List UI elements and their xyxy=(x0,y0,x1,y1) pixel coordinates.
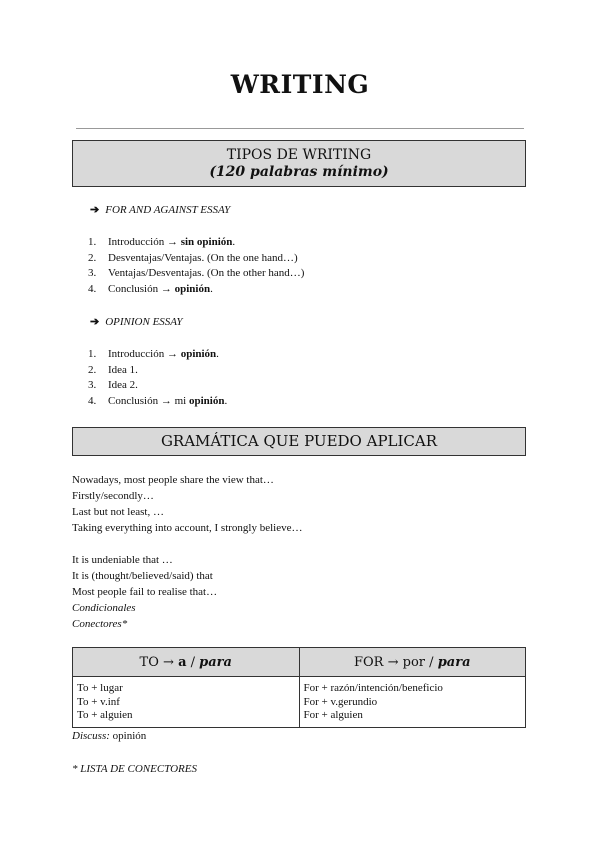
section-header-tipos xyxy=(72,140,526,187)
table-cell-for: For + razón/intención/beneficio For + v.gerundio For + alguien xyxy=(299,677,526,728)
document-title: WRITING xyxy=(230,70,370,99)
phrase-line: It is undeniable that … xyxy=(72,554,173,566)
list-item: 4. Conclusión → mi opinión. xyxy=(88,394,228,407)
section-header-gramatica: GRAMÁTICA QUE PUEDO APLICAR xyxy=(72,427,526,456)
essay-type-label: FOR AND AGAINST ESSAY xyxy=(105,204,231,216)
phrase-line: Most people fail to realise that… xyxy=(72,586,218,598)
discuss-line: Discuss: opinión xyxy=(72,730,147,742)
phrase-line: Firstly/secondly… xyxy=(72,490,154,502)
essay-structure-list xyxy=(88,235,304,297)
arrow-right-icon: ➔ xyxy=(90,316,100,328)
essay-structure-list xyxy=(88,347,227,409)
list-item: 3. Idea 2. xyxy=(88,379,138,391)
section-heading: TIPOS DE WRITING xyxy=(226,147,372,163)
title-divider xyxy=(76,128,524,129)
essay-type-opinion xyxy=(90,315,183,329)
essay-type-for-against xyxy=(90,203,230,217)
section-subheading: (120 palabras mínimo) xyxy=(209,164,389,180)
list-item: 2. Desventajas/Ventajas. (On the one hand…) xyxy=(88,251,298,264)
table-header-to: TO → a / para xyxy=(73,648,300,677)
arrow-right-icon: ➔ xyxy=(90,204,100,216)
list-item: 2. Idea 1. xyxy=(88,363,138,376)
list-item: 1. Introducción → opinión. xyxy=(88,348,219,360)
footnote: * LISTA DE CONECTORES xyxy=(72,763,197,775)
preposition-table xyxy=(72,647,526,728)
phrase-line: It is (thought/believed/said) that xyxy=(72,570,213,582)
phrase-line: Conectores* xyxy=(72,618,128,630)
list-item: 1. Introducción → sin opinión. xyxy=(88,236,236,248)
essay-type-label: OPINION ESSAY xyxy=(105,316,183,328)
phrase-list xyxy=(72,552,217,632)
phrase-line: Last but not least, … xyxy=(72,506,164,518)
table-header-for: FOR → por / para xyxy=(299,648,526,677)
phrase-line: Taking everything into account, I strongly believe… xyxy=(72,522,303,534)
phrase-line: Condicionales xyxy=(72,602,136,614)
table-cell-to: To + lugar To + v.inf To + alguien xyxy=(73,677,300,728)
phrase-line: Nowadays, most people share the view that… xyxy=(72,474,274,486)
list-item: 4. Conclusión → opinión. xyxy=(88,282,213,295)
list-item: 3. Ventajas/Desventajas. (On the other hand…) xyxy=(88,267,305,279)
phrase-list xyxy=(72,472,302,536)
table-row xyxy=(73,677,526,728)
table-header-row xyxy=(73,648,526,677)
